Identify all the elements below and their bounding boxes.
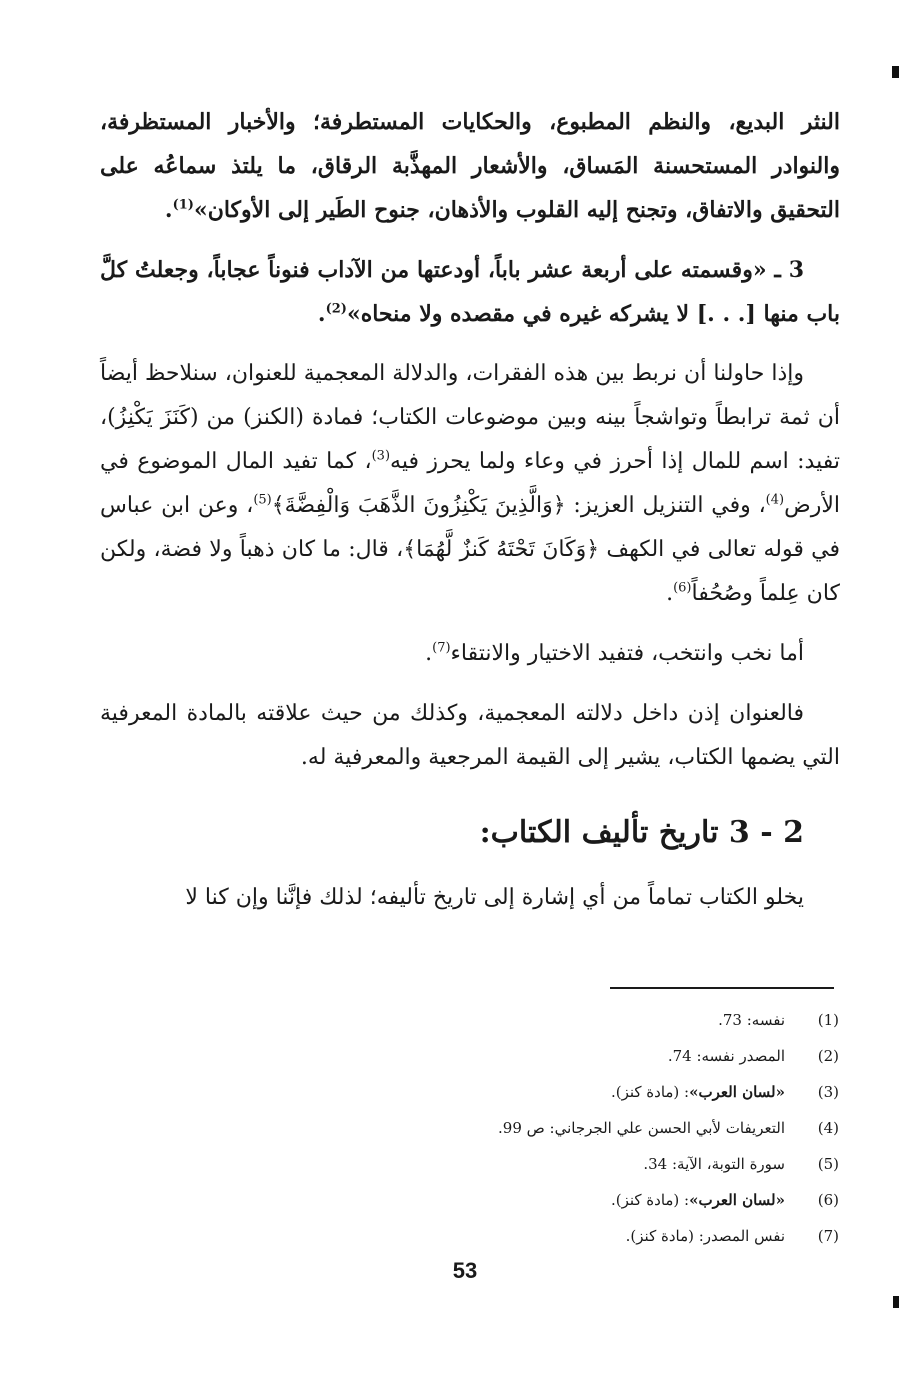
- paragraph-2-text: 3 ـ «وقسمته على أربعة عشر باباً، أودعتها من الآداب فنوناً عجاباً، وجعلتُ كلَّ باب منها [. . .] لا يشركه غيره في مقصده ولا منحاه»: [100, 257, 840, 327]
- paragraph-1: [100, 100, 840, 232]
- footnote-number: (2): [817, 1047, 839, 1065]
- footnote-text: المصدر نفسه: 74.: [667, 1047, 785, 1065]
- paragraph-4-text: أما نخب وانتخب، فتفيد الاختيار والانتقاء: [450, 641, 804, 666]
- paragraph-2-end: .: [317, 301, 326, 327]
- footnote-source-title: «لسان العرب»: [689, 1083, 785, 1101]
- page-body: [100, 100, 840, 936]
- footnote-number: (3): [817, 1083, 839, 1101]
- footnote-ref-6[interactable]: (6): [673, 580, 692, 596]
- footnote-item: [139, 1002, 839, 1038]
- footnote-item: [139, 1218, 839, 1254]
- footnotes-list: [139, 1002, 839, 1254]
- footnote-source-title: «لسان العرب»: [689, 1191, 785, 1209]
- footnote-source-detail: : (مادة كنز).: [610, 1083, 690, 1101]
- footnote-text: التعريفات لأبي الحسن علي الجرجاني: ص 99.: [498, 1119, 785, 1137]
- scan-edge-mark-top: [892, 66, 899, 78]
- footnote-text: سورة التوبة، الآية: 34.: [643, 1155, 785, 1173]
- section-heading: 2 - 3 تاريخ تأليف الكتاب:: [479, 815, 804, 850]
- paragraph-3-text-a: وإذا حاولنا أن نربط بين هذه الفقرات، والدلالة المعجمية للعنوان، سنلاحظ أيضاً أن ثمة ترابطاً وتواشجاً بينه وبين موضوعات الكتاب؛ فمادة (الكنز) من (كَنَزَ يَكْنِزُ)، تفيد: اسم للمال إذا أحرز في وعاء ولما يحرز فيه: [100, 361, 840, 474]
- footnote-ref-1[interactable]: (1): [172, 197, 194, 213]
- footnote-number: (1): [817, 1011, 839, 1029]
- footnote-item: [139, 1110, 839, 1146]
- footnote-ref-4[interactable]: (4): [765, 492, 785, 508]
- paragraph-3-text-b: ، كما تفيد المال الموضوع في الأرض: [100, 449, 840, 518]
- scan-edge-mark-bottom: [893, 1296, 899, 1308]
- footnote-number: (7): [817, 1227, 839, 1245]
- paragraph-5: فالعنوان إذن داخل دلالته المعجمية، وكذلك من حيث علاقته بالمادة المعرفية التي يضمها الكتاب، يشير إلى القيمة المرجعية والمعرفية له.: [100, 701, 840, 770]
- footnote-item: [139, 1146, 839, 1182]
- footnote-ref-2[interactable]: (2): [325, 301, 347, 317]
- footnote-number: (6): [817, 1191, 839, 1209]
- paragraph-1-text: النثر البديع، والنظم المطبوع، والحكايات المستطرفة؛ والأخبار المستظرفة، والنوادر المستحسنة المَساق، والأشعار المهذَّبة الرقاق، ما يلتذ سماعُه على التحقيق والاتفاق، وتجنح إليه القلوب والأذهان، جنوح الطَير إلى الأوكان»: [100, 109, 840, 223]
- footnote-text: [611, 1182, 799, 1218]
- footnote-number: (5): [817, 1155, 839, 1173]
- paragraph-3-text-d: ، وعن ابن عباس في قوله تعالى في الكهف ﴿وَكَانَ تَحْتَهُ كَنزٌ لَّهُمَا﴾، قال: ما كان ذهباً ولا فضة، ولكن كان عِلماً وصُحُفاً: [100, 493, 840, 606]
- footnote-ref-7[interactable]: (7): [432, 640, 451, 656]
- footnote-text: نفس المصدر: (مادة كنز).: [625, 1227, 785, 1245]
- paragraph-3-text-c: ، وفي التنزيل العزيز: ﴿وَالَّذِينَ يَكْنِزُونَ الذَّهَبَ وَالْفِضَّةَ﴾: [271, 493, 766, 518]
- paragraph-6: يخلو الكتاب تماماً من أي إشارة إلى تاريخ تأليفه؛ لذلك فإنَّنا وإن كنا لا: [185, 885, 804, 910]
- footnote-source-detail: : (مادة كنز).: [610, 1191, 690, 1209]
- paragraph-3-end: .: [666, 581, 674, 606]
- footnote-number: (4): [817, 1119, 839, 1137]
- footnote-text: نفسه: 73.: [718, 1011, 785, 1029]
- footnote-text: [611, 1074, 799, 1110]
- paragraph-1-end: .: [164, 197, 173, 223]
- footnote-ref-3[interactable]: (3): [371, 448, 391, 464]
- paragraph-4-end: .: [425, 641, 433, 666]
- paragraph-3: [100, 352, 840, 616]
- paragraph-4: [100, 632, 840, 676]
- footnote-item: [139, 1038, 839, 1074]
- paragraph-2: [100, 248, 840, 336]
- footnote-item: [139, 1074, 839, 1110]
- page-number: 53: [452, 1258, 478, 1283]
- footnote-ref-5[interactable]: (5): [253, 492, 272, 508]
- footnote-item: [139, 1182, 839, 1218]
- footnote-separator: [610, 987, 834, 989]
